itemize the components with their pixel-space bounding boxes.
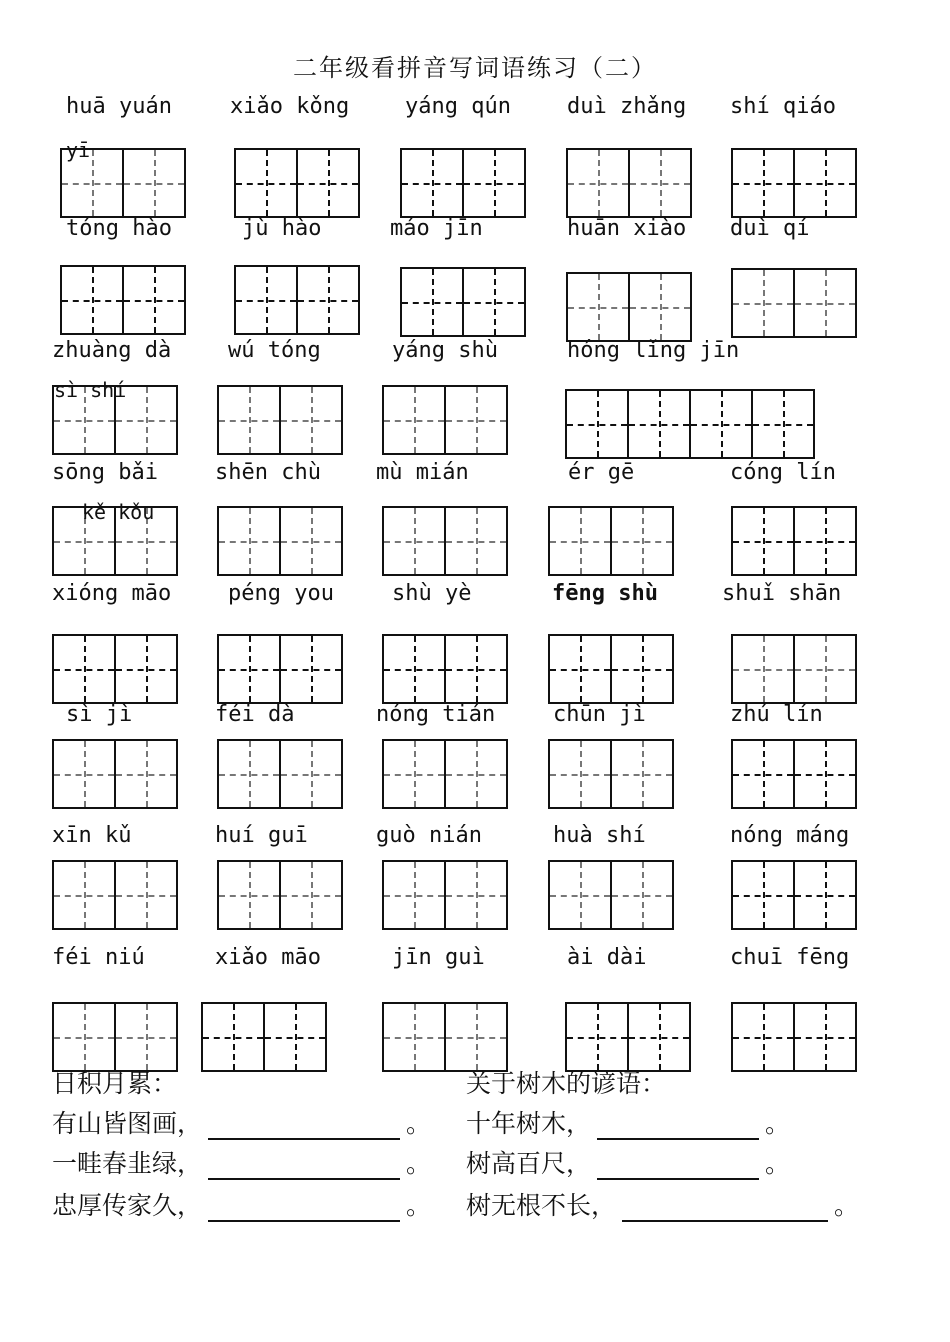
pinyin-label: péng you — [228, 581, 334, 606]
writing-grid[interactable] — [234, 148, 358, 218]
pinyin-label: hóng lǐng jīn — [567, 338, 740, 363]
pinyin-label: xióng māo — [52, 581, 172, 606]
saying-prompt: 忠厚传家久， — [52, 1191, 203, 1220]
pinyin-label: yáng qún — [405, 94, 511, 119]
pinyin-label: shù yè — [392, 581, 472, 606]
pinyin-label: tóng hào — [66, 216, 172, 241]
writing-grid[interactable] — [201, 1002, 325, 1072]
end-mark: 。 — [834, 1191, 860, 1220]
pinyin-label: shēn chù — [215, 460, 321, 485]
answer-blank[interactable] — [208, 1190, 400, 1222]
pinyin-label: huān xiào — [567, 216, 687, 241]
saying-line — [466, 1144, 790, 1180]
saying-prompt: 有山皆图画， — [52, 1109, 203, 1138]
saying-prompt: 树高百尺， — [466, 1149, 592, 1178]
writing-grid[interactable] — [731, 634, 855, 704]
pinyin-label: duì zhǎng — [567, 94, 687, 119]
writing-grid[interactable] — [382, 1002, 506, 1072]
end-mark: 。 — [765, 1109, 791, 1138]
writing-grid[interactable] — [52, 860, 176, 930]
pinyin-overlay: yī — [66, 138, 91, 162]
page-title: 二年级看拼音写词语练习（二） — [293, 54, 657, 82]
pinyin-label: sì jì — [66, 702, 133, 727]
saying-line — [52, 1144, 431, 1180]
pinyin-label: xīn kǔ — [52, 823, 132, 848]
pinyin-label: zhuàng dà — [52, 338, 172, 363]
writing-grid[interactable] — [382, 860, 506, 930]
writing-grid[interactable] — [52, 634, 176, 704]
writing-grid[interactable] — [548, 506, 672, 576]
saying-prompt: 一畦春韭绿， — [52, 1149, 203, 1178]
writing-grid[interactable] — [52, 739, 176, 809]
pinyin-label: huà shí — [553, 823, 646, 848]
pinyin-label: mù mián — [376, 460, 469, 485]
pinyin-label: chūn jì — [553, 702, 646, 727]
pinyin-label: jīn guì — [392, 945, 485, 970]
writing-grid[interactable] — [382, 385, 506, 455]
end-mark: 。 — [765, 1149, 791, 1178]
pinyin-label: guò nián — [376, 823, 482, 848]
writing-grid[interactable] — [548, 739, 672, 809]
pinyin-label: xiǎo kǒng — [230, 94, 350, 119]
end-mark: 。 — [406, 1149, 432, 1178]
writing-grid[interactable] — [234, 265, 358, 335]
writing-grid[interactable] — [400, 267, 524, 337]
saying-prompt: 十年树木， — [466, 1109, 592, 1138]
writing-grid[interactable] — [731, 506, 855, 576]
pinyin-label: ér gē — [568, 460, 635, 485]
pinyin-overlay: sì shí — [54, 378, 127, 402]
writing-grid[interactable] — [52, 1002, 176, 1072]
writing-grid[interactable] — [566, 272, 690, 342]
writing-grid[interactable] — [382, 739, 506, 809]
writing-grid[interactable] — [731, 268, 855, 338]
writing-grid[interactable] — [566, 148, 690, 218]
pinyin-label: máo jīn — [390, 216, 483, 241]
pinyin-label: cóng lín — [730, 460, 836, 485]
writing-grid[interactable] — [731, 148, 855, 218]
saying-line — [466, 1186, 859, 1222]
writing-grid[interactable] — [548, 860, 672, 930]
pinyin-label: xiǎo māo — [215, 945, 321, 970]
writing-grid[interactable] — [217, 506, 341, 576]
pinyin-label: shí qiáo — [730, 94, 836, 119]
pinyin-label: huí guī — [215, 823, 308, 848]
pinyin-label: sōng bǎi — [52, 460, 158, 485]
writing-grid[interactable] — [217, 860, 341, 930]
pinyin-label: wú tóng — [228, 338, 321, 363]
saying-line — [52, 1104, 431, 1140]
pinyin-label: duì qí — [730, 216, 810, 241]
pinyin-label: huā yuán — [66, 94, 172, 119]
end-mark: 。 — [406, 1191, 432, 1220]
pinyin-label: chuī fēng — [730, 945, 850, 970]
writing-grid[interactable] — [217, 739, 341, 809]
pinyin-overlay: kě kǒu — [82, 500, 155, 524]
pinyin-label: féi dà — [215, 702, 295, 727]
answer-blank[interactable] — [597, 1108, 759, 1140]
pinyin-label: jù hào — [242, 216, 322, 241]
pinyin-label: yáng shù — [392, 338, 498, 363]
writing-grid[interactable] — [217, 634, 341, 704]
end-mark: 。 — [406, 1109, 432, 1138]
sayings-heading-left: 日积月累： — [52, 1069, 178, 1098]
pinyin-label: shuǐ shān — [722, 581, 842, 606]
writing-grid[interactable] — [382, 506, 506, 576]
writing-grid[interactable] — [731, 860, 855, 930]
answer-blank[interactable] — [208, 1108, 400, 1140]
writing-grid[interactable] — [400, 148, 524, 218]
writing-grid[interactable] — [548, 634, 672, 704]
answer-blank[interactable] — [208, 1148, 400, 1180]
answer-blank[interactable] — [597, 1148, 759, 1180]
answer-blank[interactable] — [622, 1190, 828, 1222]
writing-grid[interactable] — [382, 634, 506, 704]
pinyin-label: nóng tián — [376, 702, 496, 727]
pinyin-label: féi niú — [52, 945, 145, 970]
saying-line — [466, 1104, 790, 1140]
writing-grid[interactable] — [217, 385, 341, 455]
writing-grid[interactable] — [731, 1002, 855, 1072]
pinyin-label: ài dài — [567, 945, 647, 970]
sayings-heading-right: 关于树木的谚语： — [466, 1069, 667, 1098]
pinyin-label: nóng máng — [730, 823, 850, 848]
writing-grid[interactable] — [60, 265, 184, 335]
saying-prompt: 树无根不长， — [466, 1191, 617, 1220]
writing-grid[interactable] — [565, 389, 813, 459]
saying-line — [52, 1186, 431, 1222]
pinyin-label: fēng shù — [552, 581, 658, 606]
writing-grid[interactable] — [565, 1002, 689, 1072]
writing-grid[interactable] — [731, 739, 855, 809]
pinyin-label: zhú lín — [730, 702, 823, 727]
